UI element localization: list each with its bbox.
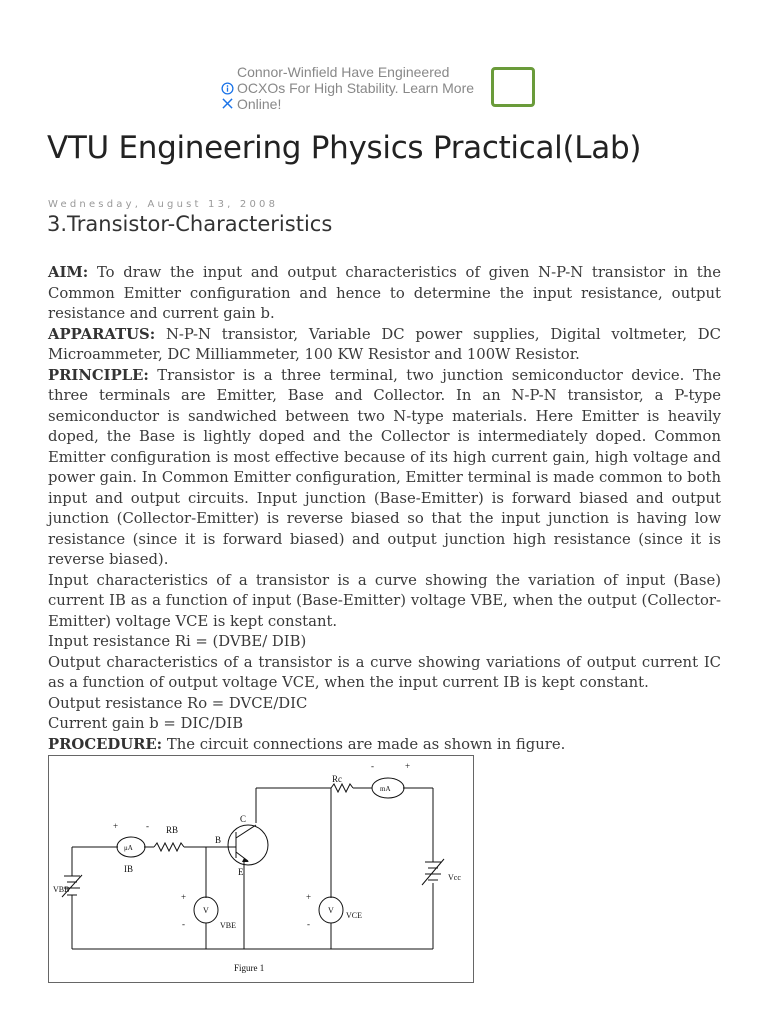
vbe-label: VBE [220,921,236,930]
rc-label: Rc [332,774,342,784]
vbb-label: VBB [53,885,70,894]
info-icon[interactable] [221,82,234,95]
circuit-figure [48,755,474,983]
vbe-meter-label: V [203,906,209,915]
emitter-label: E [238,867,244,877]
vbe-plus-sign: + [181,892,187,902]
collector-label: C [240,814,247,824]
output-resistance-text: Output resistance Ro = DVCE/DIC [48,694,308,712]
rb-label: RB [166,825,179,835]
procedure-text: The circuit connections are made as shown in figure. [162,735,566,753]
principle-paragraph [48,366,721,571]
aim-paragraph [48,263,721,325]
ad-image[interactable] [491,67,535,107]
close-icon[interactable] [222,98,233,109]
ib-label: IB [124,864,133,874]
vcc-label: Vcc [448,873,461,882]
post-date: Wednesday, August 13, 2008 [48,199,279,210]
principle-text: Transistor is a three terminal, two junction semiconductor device. The three terminals are Emitter, Base and Collector. In an N-P-N transistor, a P-type semiconductor is sandwiched between two N-type materials. Here Emitter is heavily doped, the Base is lightly doped and the Collector is intermediately doped. Common Emitter configuration is most effective because of its high current gain, high voltage and power gain. In Common Emitter configuration, Emitter terminal is made common to both input and output circuits. Input junction (Base-Emitter) is forward biased and output junction (Collector-Emitter) is reverse biased so that the input junction is having low resistance (since it is forward biased) and output junction high resistance (since it is reverse biased). [48,366,721,568]
apparatus-label: APPARATUS: [48,325,156,343]
apparatus-paragraph [48,325,721,366]
apparatus-text: N-P-N transistor, Variable DC power supplies, Digital voltmeter, DC Microammeter, DC Milliammeter, 100 KW Resistor and 100W Resistor. [48,325,721,363]
vce-meter-label: V [328,906,334,915]
vce-label: VCE [346,911,362,920]
figure-caption: Figure 1 [234,963,265,973]
ua-plus-sign: + [113,821,119,831]
vce-plus-sign: + [306,892,312,902]
ua-meter-label: μA [124,844,133,852]
post-body [48,263,721,755]
ua-minus-sign: - [146,821,149,831]
ad-text[interactable]: Connor-Winfield Have Engineered OCXOs For High Stability. Learn More Online! [237,64,475,112]
ma-minus-sign: - [371,761,374,771]
blog-title[interactable]: VTU Engineering Physics Practical(Lab) [47,130,642,166]
base-label: B [215,835,222,845]
post-title[interactable]: 3.Transistor-Characteristics [47,212,333,236]
principle-label: PRINCIPLE: [48,366,149,384]
output-characteristics-text: Output characteristics of a transistor is a curve showing variations of output current IC as a function of output voltage VCE, when the input current IB is kept constant. [48,653,721,691]
vce-minus-sign: - [307,919,310,929]
procedure-paragraph [48,735,721,756]
ad-banner[interactable] [221,64,541,112]
aim-label: AIM: [48,264,89,281]
current-gain-text: Current gain b = DIC/DIB [48,715,244,732]
ma-meter-label: mA [380,785,391,793]
input-resistance-text: Input resistance Ri = (DVBE/ DIB) [48,633,307,650]
procedure-label: PROCEDURE: [48,735,163,753]
aim-text: To draw the input and output characteristics of given N-P-N transistor in the Common Emitter configuration and hence to determine the input resistance, output resistance and current gain b. [48,264,721,322]
vbe-minus-sign: - [182,919,185,929]
ma-plus-sign: + [405,761,411,771]
input-characteristics-text: Input characteristics of a transistor is a curve showing the variation of input (Base) current IB as a function of input (Base-Emitter) voltage VBE, when the output (Collector-Emitter) voltage VCE is kept constant. [48,571,721,630]
